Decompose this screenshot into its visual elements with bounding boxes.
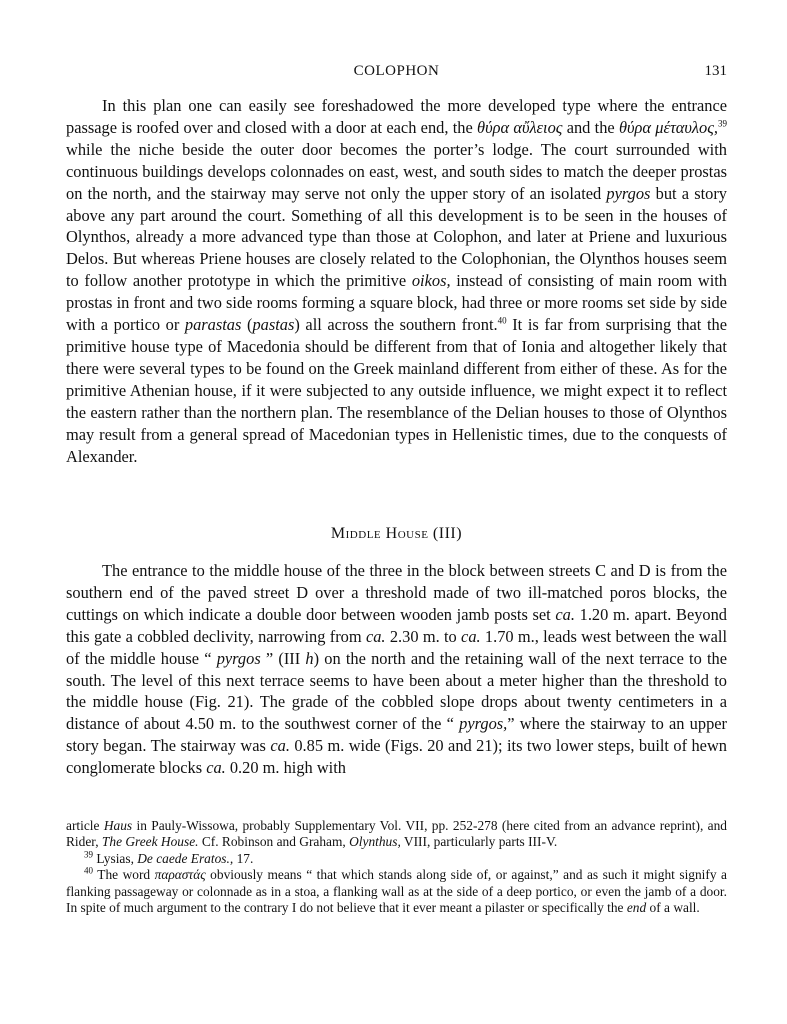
- greek-term: θύρα αὔλειος: [477, 117, 563, 137]
- paragraph-middle-house: The entrance to the middle house of the three in the block between streets C and D is from the southern end of the paved street D over a threshold made of two ill-matched poros blocks, the cuttings on which indicate a double door between wooden jamb posts set ca. 1.20 m. apart. Beyond this gate a cobbled declivity, narrowing from ca. 2.30 m. to ca. 1.70 m., leads west between the wall of the middle house “ pyrgos ” (III h) on the north and the retaining wall of the next terrace to the south. The level of this next terrace seems to have been about a meter higher than the threshold to the middle house (Fig. 21). The grade of the cobbled slope drops about twenty centimeters in a distance of about 4.50 m. to the southwest corner of the “ pyrgos,” where the stairway to an upper story began. The stairway was ca. 0.85 m. wide (Figs. 20 and 21); its two lower steps, built of hewn conglomerate blocks ca. 0.20 m. high with: [66, 561, 728, 778]
- footnote-39: $^{39}$ Lysias, De caede Eratos., 17.: [84, 849, 254, 866]
- section-heading: Middle House (III): [330, 525, 463, 542]
- page-header: [66, 63, 727, 83]
- footnote-ref-39: 39: [717, 118, 727, 129]
- footnote-40: $^{40}$ The word παραστάς obviously means “ that which stands along side of, or against,” and as such it might signify a flanking passageway or colonnade as in a stoa, a flanking wall as at the side of a deep portico, or even the jamb of a door. In spite of much argument to the contrary I do not believe that it ever meant a pilaster or specifically the end of a wall.: [66, 865, 728, 916]
- footnotes: [66, 818, 727, 916]
- footnote-continuation: article Haus in Pauly-Wissowa, probably Supplementary Vol. VII, pp. 252-278 (here cited from an advance reprint), and Rider, The Greek House. Cf. Robinson and Graham, Olynthus, VIII, particularly parts III-V.: [66, 818, 727, 850]
- greek-term: θύρα μέταυλος,: [618, 117, 718, 137]
- greek-term: παραστάς: [154, 867, 206, 883]
- running-title: COLOPHON: [353, 63, 440, 79]
- paragraph-plan-development: In this plan one can easily see foreshadowed the more developed type where the entrance passage is roofed over and closed with a door at each end, the θύρα αὔλειος and the θύρα μέταυλος,$^{39}$ while the niche beside the outer door becomes the porter’s lodge. The court surrounded with continuous buildings develops colonnades on east, west, and south sides to match the deeper prostas on the north, and the stairway may serve not only the upper story of an isolated pyrgos but a story above any part around the court. Something of all this development is to be seen in the houses of Olynthos, already a more advanced type than those at Colophon, and later at Priene and luxurious Delos. But whereas Priene houses are closely related to the Colophonian, the Olynthos houses seem to follow another prototype in which the primitive oikos, instead of consisting of main room with prostas in front and two side rooms forming a square block, had three or more rooms set side by side with a portico or parastas (pastas) all across the southern front.$^{40}$ It is far from surprising that the primitive house type of Macedonia should be different from that of Ionia and altogether likely that there were several types to be found on the Greek mainland different from either of these. As for the primitive Athenian house, if it were subjected to any outside influence, we might expect it to reflect the eastern rather than the northern plan. The resemblance of the Delian houses to those of Olynthos may result from a general spread of Macedonian types in Hellenistic times, due to the conquests of Alexander.: [66, 96, 727, 466]
- footnote-ref-40: 40: [497, 315, 507, 326]
- page-number: 131: [704, 63, 727, 79]
